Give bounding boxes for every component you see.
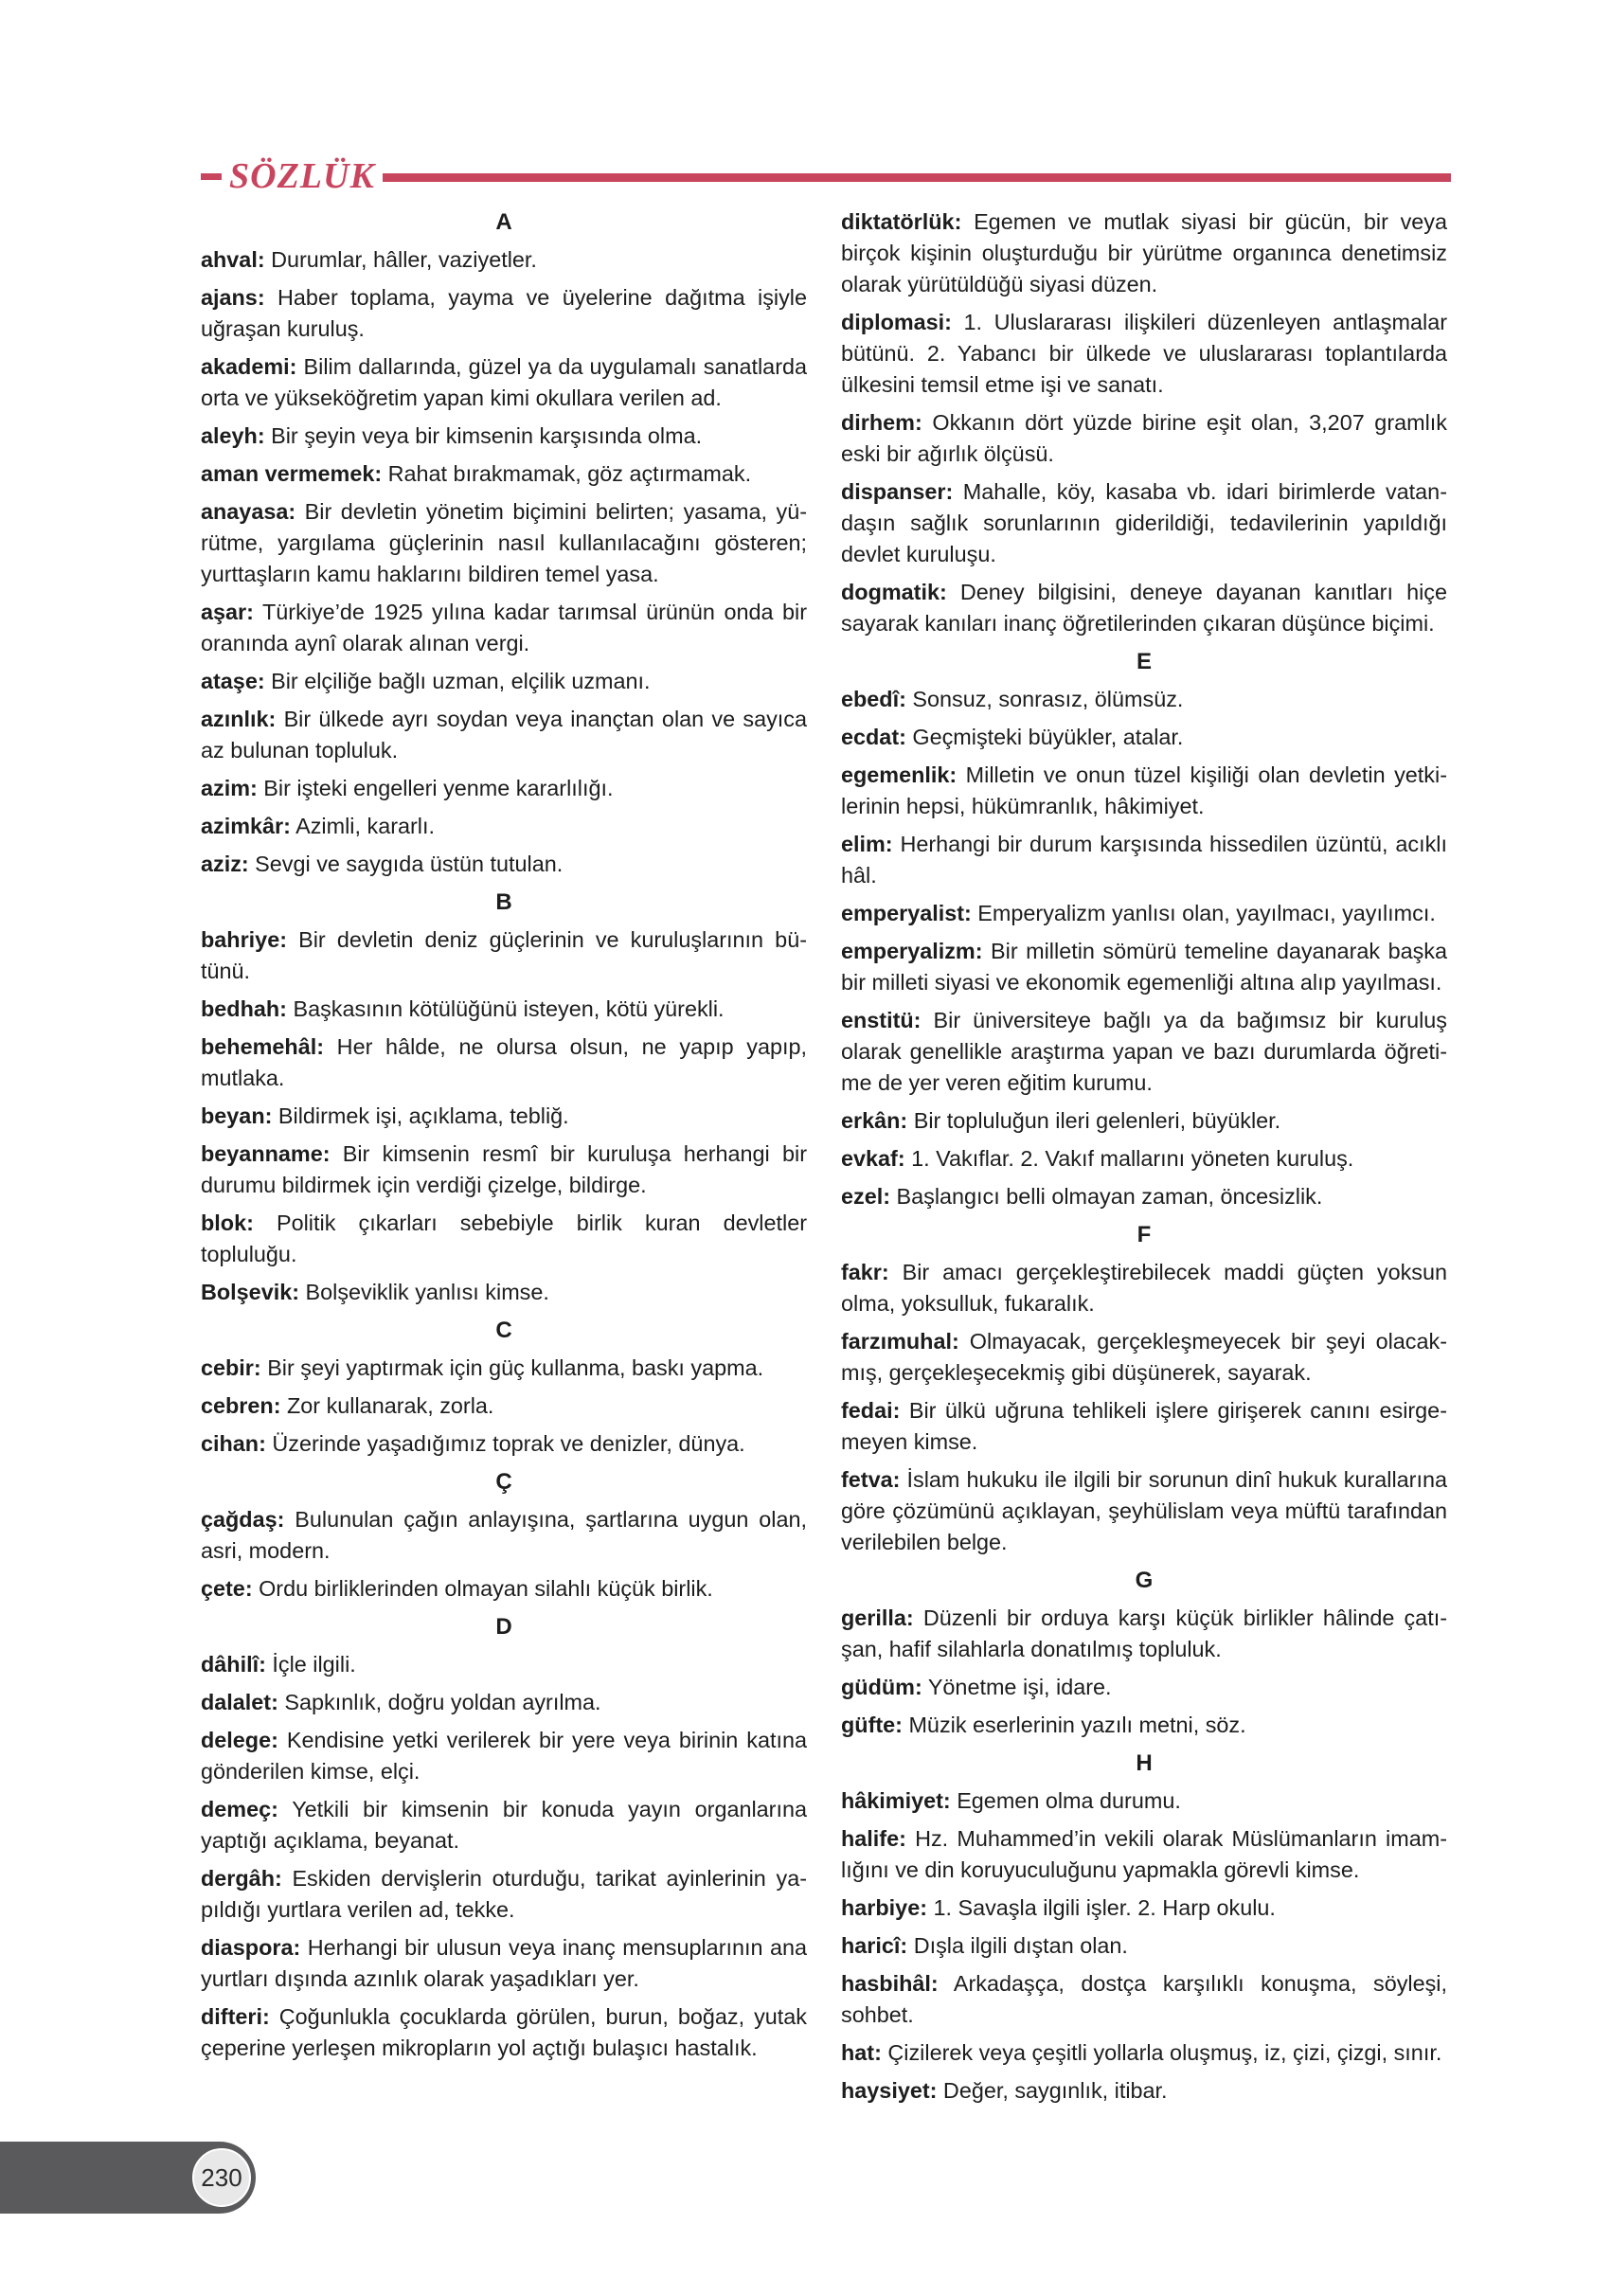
page-title: SÖZLÜK — [229, 156, 375, 196]
entry-definition: Geçmişteki büyükler, atalar. — [905, 725, 1184, 749]
entry-definition: Deney bilgisini, deneye dayanan kanıtları hiçe sayarak kanıları inanç öğretilerinden çıkaran düşünce biçimi. — [841, 580, 1447, 636]
entry-term: enstitü: — [841, 1008, 922, 1032]
glossary-entry — [841, 1326, 1447, 1389]
glossary-entry — [201, 244, 807, 276]
glossary-entry — [201, 2001, 807, 2064]
glossary-entry — [841, 1785, 1447, 1817]
entry-term: akademi: — [201, 354, 297, 379]
glossary-entry — [841, 898, 1447, 929]
glossary-entry — [201, 666, 807, 697]
entry-term: dergâh: — [201, 1866, 282, 1891]
header-rule — [383, 173, 1451, 182]
glossary-entry — [201, 1725, 807, 1787]
glossary-column-right — [841, 206, 1447, 2113]
glossary-entry — [201, 704, 807, 766]
entry-definition: Üzerinde yaşadığımız toprak ve denizler, dünya. — [265, 1431, 745, 1456]
entry-definition: Bir üniversiteye bağlı ya da bağımsız bir kuruluş olarak genellikle araştırma yapan ve bazı durumlarda öğretime de yer veren eğitim kurumu. — [841, 1008, 1447, 1095]
glossary-entry — [841, 1603, 1447, 1665]
glossary-entry — [841, 476, 1447, 570]
entry-term: ajans: — [201, 285, 265, 310]
entry-term: dalalet: — [201, 1690, 278, 1714]
entry-term: cebren: — [201, 1393, 281, 1418]
glossary-entry — [841, 1395, 1447, 1458]
entry-term: ezel: — [841, 1184, 891, 1209]
section-letter: G — [1135, 1568, 1154, 1593]
glossary-entry — [201, 1277, 807, 1308]
entry-term: behemehâl: — [201, 1034, 324, 1059]
entry-definition: Çizilerek veya çeşitli yollarla oluşmuş, iz, çizi, çizgi, sınır. — [881, 2040, 1442, 2065]
section-letter: Ç — [495, 1469, 512, 1495]
entry-term: halife: — [841, 1826, 906, 1851]
glossary-entry — [201, 1390, 807, 1422]
glossary-entry — [201, 773, 807, 804]
entry-definition: Bolşeviklik yanlısı kimse. — [299, 1280, 549, 1304]
glossary-entry — [841, 760, 1447, 822]
glossary-header — [201, 157, 1451, 199]
entry-term: çağdaş: — [201, 1507, 285, 1532]
entry-definition: Her hâlde, ne olursa olsun, ne yapıp yapıp, mutlaka. — [201, 1034, 807, 1090]
entry-term: güfte: — [841, 1713, 903, 1737]
glossary-entry — [841, 722, 1447, 753]
entry-definition: Milletin ve onun tüzel kişiliği olan devletin yetkilerinin hepsi, hükümranlık, hâkimiyet. — [841, 762, 1447, 818]
entry-term: emperyalizm: — [841, 939, 983, 963]
entry-definition: Okkanın dört yüzde birine eşit olan, 3,207 gramlık eski bir ağırlık ölçüsü. — [841, 410, 1447, 466]
entry-term: cebir: — [201, 1355, 261, 1380]
entry-term: ecdat: — [841, 725, 906, 749]
entry-term: hat: — [841, 2040, 882, 2065]
entry-term: hasbihâl: — [841, 1971, 939, 1996]
entry-definition: Ordu birliklerinden olmayan silahlı küçük birlik. — [252, 1576, 713, 1601]
entry-definition: Azimli, kararlı. — [290, 814, 435, 838]
glossary-entry — [841, 1710, 1447, 1741]
entry-term: azim: — [201, 776, 258, 800]
entry-term: hâkimiyet: — [841, 1788, 951, 1813]
entry-term: diaspora: — [201, 1935, 301, 1960]
entry-term: difteri: — [201, 2004, 270, 2029]
glossary-entry — [841, 1181, 1447, 1212]
entry-definition: Bir amacı gerçekleştirebilecek maddi güçten yoksun olma, yoksulluk, fukaralık. — [841, 1260, 1447, 1316]
glossary-entry — [201, 1139, 807, 1201]
entry-definition: Bildirmek işi, açıklama, tebliğ. — [272, 1103, 569, 1128]
entry-definition: Zor kullanarak, zorla. — [280, 1393, 494, 1418]
glossary-entry — [201, 994, 807, 1025]
glossary-entry — [841, 1672, 1447, 1703]
glossary-entry — [841, 1105, 1447, 1137]
glossary-entry — [841, 407, 1447, 470]
entry-term: aleyh: — [201, 423, 265, 448]
entry-term: Bolşevik: — [201, 1280, 300, 1304]
entry-definition: Sapkınlık, doğru yoldan ayrılma. — [277, 1690, 601, 1714]
glossary-entry — [841, 936, 1447, 998]
entry-definition: Mahalle, köy, kasaba vb. idari birimlerde vatandaşın sağlık sorunlarının giderildiği, tedavilerinin yapıldığı devlet kuruluşu. — [841, 479, 1447, 566]
entry-term: fakr: — [841, 1260, 889, 1284]
glossary-entry — [201, 282, 807, 345]
glossary-entry — [201, 1101, 807, 1132]
glossary-entry — [201, 1649, 807, 1680]
entry-term: ahval: — [201, 247, 265, 272]
entry-definition: Müzik eserlerinin yazılı metni, söz. — [902, 1713, 1246, 1737]
entry-definition: Arkadaşça, dostça karşılıklı konuşma, söyleşi, sohbet. — [841, 1971, 1447, 2027]
entry-term: beyanname: — [201, 1141, 331, 1166]
entry-definition: Dışla ilgili dıştan olan. — [907, 1933, 1128, 1958]
entry-definition: Herhangi bir durum karşısında hissedilen üzüntü, acıklı hâl. — [841, 832, 1447, 888]
glossary-entry — [201, 421, 807, 452]
glossary-entry — [841, 684, 1447, 715]
glossary-column-left — [201, 206, 807, 2071]
glossary-entry — [201, 1428, 807, 1460]
entry-definition: Rahat bırakmamak, göz açtırmamak. — [382, 461, 752, 486]
entry-definition: Eskiden dervişlerin oturduğu, tarikat ayinlerinin yapıldığı yurtlara verilen ad, tekke. — [201, 1866, 807, 1922]
glossary-entry — [201, 1687, 807, 1718]
entry-term: erkân: — [841, 1108, 908, 1133]
glossary-entry — [841, 1968, 1447, 2031]
section-letter: B — [495, 889, 512, 915]
glossary-entry — [201, 924, 807, 987]
glossary-entry — [841, 577, 1447, 639]
glossary-entry — [841, 829, 1447, 891]
glossary-entry — [201, 458, 807, 490]
glossary-entry — [201, 1863, 807, 1926]
glossary-entry — [201, 849, 807, 880]
entry-term: fedai: — [841, 1398, 901, 1423]
entry-definition: Egemen olma durumu. — [950, 1788, 1181, 1813]
glossary-entry — [201, 351, 807, 414]
entry-term: aman vermemek: — [201, 461, 383, 486]
glossary-entry — [841, 1892, 1447, 1924]
glossary-entry — [201, 597, 807, 659]
entry-definition: Başkasının kötülüğünü isteyen, kötü yürekli. — [286, 996, 725, 1021]
glossary-entry — [841, 1930, 1447, 1962]
glossary-entry — [201, 1208, 807, 1270]
glossary-entry — [201, 1573, 807, 1605]
entry-term: aziz: — [201, 852, 249, 876]
entry-definition: Politik çıkarları sebebiyle birlik kuran devletler topluluğu. — [201, 1211, 807, 1266]
glossary-entry — [841, 206, 1447, 300]
entry-definition: Bir topluluğun ileri gelenleri, büyükler. — [907, 1108, 1281, 1133]
entry-definition: Düzenli bir orduya karşı küçük birlikler hâlinde çatışan, hafif silahlarla donatılmış topluluk. — [841, 1605, 1447, 1661]
entry-term: çete: — [201, 1576, 253, 1601]
entry-definition: Hz. Muhammed’in vekili olarak Müslümanların imamlığını ve din koruyuculuğunu yapmakla görevli kimse. — [841, 1826, 1447, 1882]
entry-definition: Sonsuz, sonrasız, ölümsüz. — [905, 687, 1184, 711]
glossary-entry — [841, 2075, 1447, 2107]
header-dash — [201, 173, 222, 180]
entry-definition: Emperyalizm yanlısı olan, yayılmacı, yayılımcı. — [971, 901, 1436, 925]
entry-term: fetva: — [841, 1467, 901, 1492]
entry-definition: İslam hukuku ile ilgili bir sorunun dinî hukuk kurallarına göre çözümünü açıklayan, şeyhülislam veya müftü tarafından verilebilen belge. — [841, 1467, 1447, 1554]
entry-definition: Bir devletin yönetim biçimini belirten; yasama, yürütme, yargılama güçlerinin nasıl kullanılacağını gösteren; yurttaşların kamu haklarını bildiren temel yasa. — [201, 499, 807, 586]
entry-definition: Türkiye’de 1925 yılına kadar tarımsal ürünün onda bir oranında aynî olarak alınan vergi. — [201, 600, 807, 655]
page-number: 230 — [192, 2148, 251, 2207]
section-letter: D — [495, 1614, 512, 1640]
entry-definition: Bir işteki engelleri yenme kararlılığı. — [257, 776, 614, 800]
section-letter: E — [1136, 649, 1152, 674]
entry-term: azınlık: — [201, 707, 277, 731]
entry-definition: 1. Savaşla ilgili işler. 2. Harp okulu. — [927, 1895, 1276, 1920]
entry-definition: Başlangıcı belli olmayan zaman, öncesizlik. — [890, 1184, 1323, 1209]
entry-term: gerilla: — [841, 1605, 914, 1630]
entry-term: dispanser: — [841, 479, 954, 504]
entry-definition: Haber toplama, yayma ve üyelerine dağıtma işiyle uğraşan kuruluş. — [201, 285, 807, 341]
entry-term: egemenlik: — [841, 762, 958, 787]
section-letter: C — [495, 1318, 512, 1343]
entry-term: bahriye: — [201, 927, 287, 952]
entry-term: haysiyet: — [841, 2078, 938, 2103]
entry-definition: Bir devletin deniz güçlerinin ve kuruluşlarının bütünü. — [201, 927, 807, 983]
glossary-entry — [841, 1143, 1447, 1175]
entry-term: elim: — [841, 832, 893, 856]
entry-term: delege: — [201, 1728, 278, 1752]
entry-term: evkaf: — [841, 1146, 905, 1171]
entry-term: azimkâr: — [201, 814, 291, 838]
entry-term: beyan: — [201, 1103, 273, 1128]
entry-term: dogmatik: — [841, 580, 947, 604]
entry-definition: Yönetme işi, idare. — [922, 1675, 1112, 1699]
entry-term: harbiye: — [841, 1895, 927, 1920]
entry-term: diktatörlük: — [841, 209, 962, 234]
glossary-entry — [841, 1257, 1447, 1319]
glossary-entry — [201, 496, 807, 590]
entry-definition: Bir şeyi yaptırmak için güç kullanma, baskı yapma. — [260, 1355, 764, 1380]
entry-definition: Bir ülkü uğruna tehlikeli işlere girişerek canını esirgemeyen kimse. — [841, 1398, 1447, 1454]
entry-term: aşar: — [201, 600, 254, 624]
glossary-entry — [201, 1353, 807, 1384]
entry-term: haricî: — [841, 1933, 908, 1958]
entry-definition: Kendisine yetki verilerek bir yere veya birinin katına gönderilen kimse, elçi. — [201, 1728, 807, 1784]
entry-definition: Bir kimsenin resmî bir kuruluşa herhangi bir durumu bildirmek için verdiği çizelge, bildirge. — [201, 1141, 807, 1197]
entry-definition: Herhangi bir ulusun veya inanç mensuplarının ana yurtları dışında azınlık olarak yaşadıkları yer. — [201, 1935, 807, 1991]
entry-definition: Bilim dallarında, güzel ya da uygulamalı sanatlarda orta ve yükseköğretim yapan kimi okullara verilen ad. — [201, 354, 807, 410]
glossary-entry — [201, 1794, 807, 1857]
entry-definition: Bir şeyin veya bir kimsenin karşısında olma. — [264, 423, 703, 448]
entry-definition: Yetkili bir kimsenin bir konuda yayın organlarına yaptığı açıklama, beyanat. — [201, 1797, 807, 1853]
section-letter: F — [1137, 1222, 1152, 1247]
entry-term: ataşe: — [201, 669, 265, 693]
entry-definition: Bulunulan çağın anlayışına, şartlarına uygun olan, asri, modern. — [201, 1507, 807, 1563]
entry-term: cihan: — [201, 1431, 266, 1456]
entry-definition: Değer, saygınlık, itibar. — [937, 2078, 1168, 2103]
entry-definition: İçle ilgili. — [265, 1652, 356, 1677]
entry-term: dirhem: — [841, 410, 922, 435]
entry-definition: Çoğunlukla çocuklarda görülen, burun, boğaz, yutak çeperine yerleşen mikropların yol açtığı bulaşıcı hastalık. — [201, 2004, 807, 2060]
entry-term: ebedî: — [841, 687, 906, 711]
glossary-entry — [841, 1464, 1447, 1558]
glossary-entry — [841, 307, 1447, 401]
entry-term: emperyalist: — [841, 901, 972, 925]
section-letter: A — [495, 209, 512, 235]
glossary-entry — [201, 811, 807, 842]
glossary-entry — [201, 1932, 807, 1995]
entry-term: dâhilî: — [201, 1652, 266, 1677]
entry-term: bedhah: — [201, 996, 287, 1021]
entry-definition: Egemen ve mutlak siyasi bir gücün, bir veya birçok kişinin oluşturduğu bir yürütme organınca denetimsiz olarak yürütüldüğü siyasi düzen. — [841, 209, 1447, 296]
entry-term: diplomasi: — [841, 310, 952, 334]
glossary-entry — [841, 2037, 1447, 2069]
glossary-entry — [841, 1823, 1447, 1886]
glossary-entry — [841, 1005, 1447, 1099]
entry-definition: Olmayacak, gerçekleşmeyecek bir şeyi olacakmış, gerçekleşecekmiş gibi düşünerek, sayarak. — [841, 1329, 1447, 1385]
entry-definition: 1. Uluslararası ilişkileri düzenleyen antlaşmalar bütünü. 2. Yabancı bir ülkede ve uluslararası toplantılarda ülkesini temsil etme işi ve sanatı. — [841, 310, 1447, 397]
entry-term: anayasa: — [201, 499, 296, 524]
entry-term: blok: — [201, 1211, 254, 1235]
entry-definition: Sevgi ve saygıda üstün tutulan. — [248, 852, 564, 876]
entry-definition: Bir milletin sömürü temeline dayanarak başka bir milleti siyasi ve ekonomik egemenliği altına alıp yayılması. — [841, 939, 1447, 995]
entry-term: demeç: — [201, 1797, 278, 1821]
entry-definition: 1. Vakıflar. 2. Vakıf mallarını yöneten kuruluş. — [904, 1146, 1354, 1171]
entry-term: güdüm: — [841, 1675, 922, 1699]
entry-definition: Bir elçiliğe bağlı uzman, elçilik uzmanı. — [264, 669, 651, 693]
entry-definition: Durumlar, hâller, vaziyetler. — [264, 247, 537, 272]
entry-term: farzımuhal: — [841, 1329, 959, 1354]
entry-definition: Bir ülkede ayrı soydan veya inançtan olan ve sayıca az bulunan topluluk. — [201, 707, 807, 762]
glossary-entry — [201, 1031, 807, 1094]
glossary-entry — [201, 1504, 807, 1567]
section-letter: H — [1136, 1750, 1153, 1776]
